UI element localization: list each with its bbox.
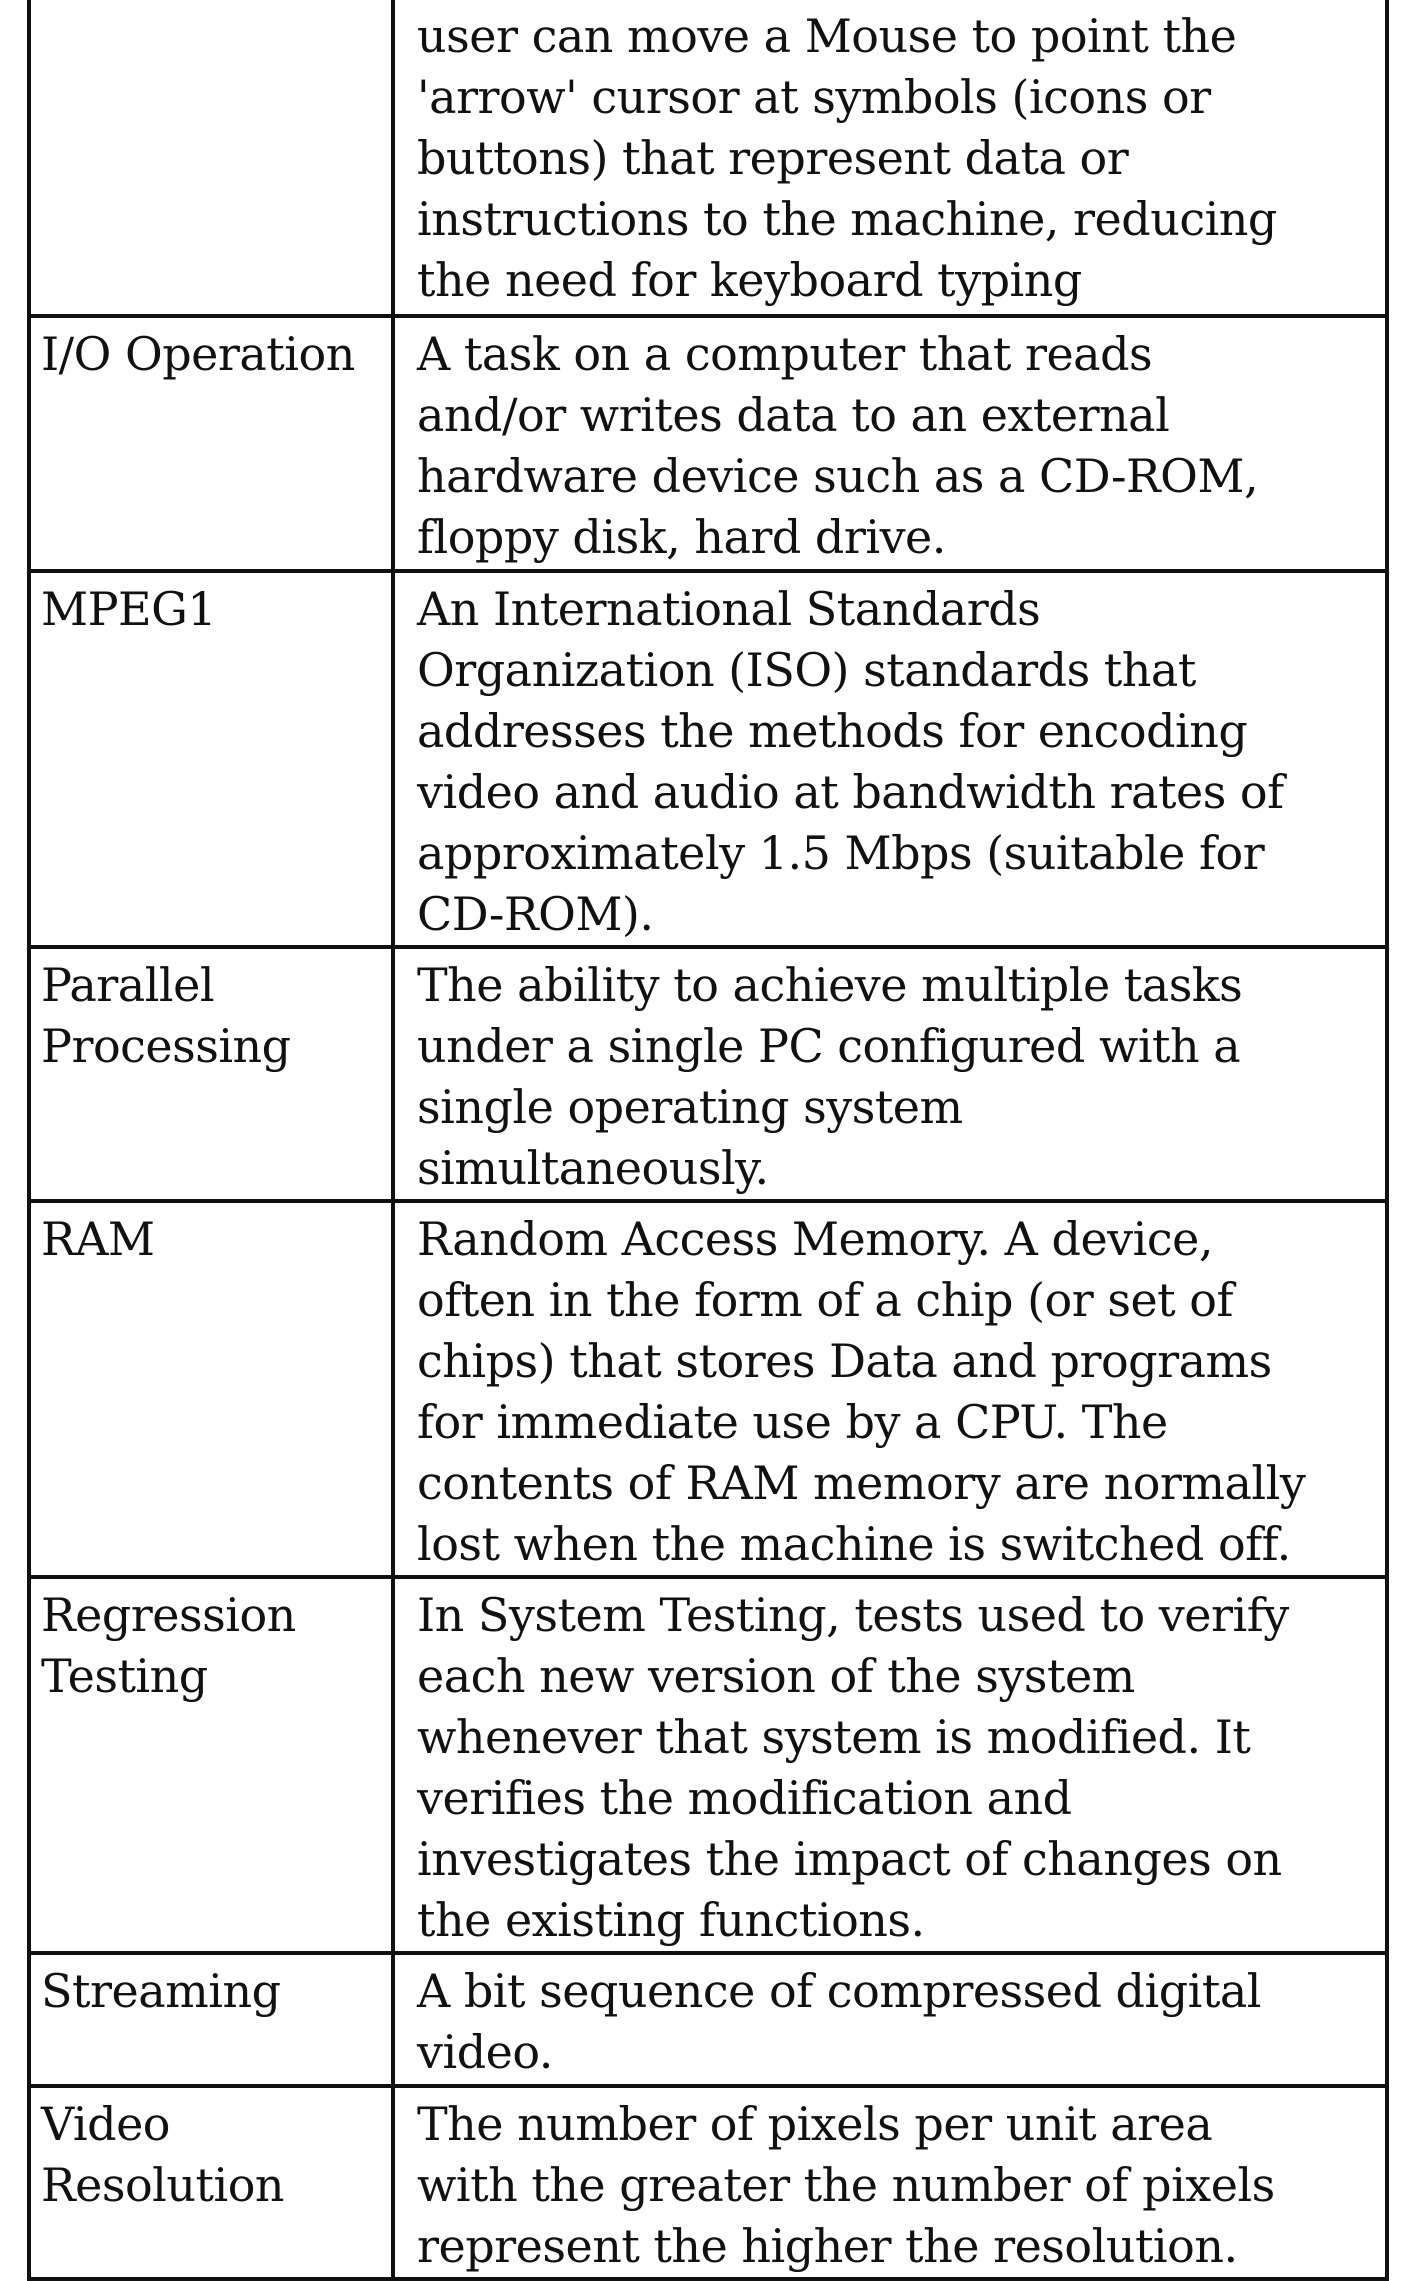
term-text: Video Resolution xyxy=(41,2097,285,2212)
definition-cell xyxy=(393,1577,1387,1953)
definition-text: A bit sequence of compressed digital video. xyxy=(417,1964,1261,2079)
term-cell xyxy=(29,2086,393,2279)
definition-text: In System Testing, tests used to verify each new version of the system whenever that system is modified. It verifies the modification and investigates the impact of changes on the existing functions. xyxy=(417,1588,1289,1947)
definition-cell xyxy=(393,0,1387,316)
term-cell xyxy=(29,0,393,316)
term-text: MPEG1 xyxy=(41,582,217,636)
term-text: Regression Testing xyxy=(41,1588,296,1703)
definition-text: Random Access Memory. A device, often in the form of a chip (or set of chips) that stores Data and programs for immediate use by a CPU. The contents of RAM memory are normally lost when the machine is switched off. xyxy=(417,1212,1306,1571)
table-row xyxy=(29,947,1387,1201)
definition-cell xyxy=(393,947,1387,1201)
term-text xyxy=(31,0,391,6)
table-row xyxy=(29,1953,1387,2086)
table-row xyxy=(29,2086,1387,2279)
term-cell xyxy=(29,316,393,571)
definition-text: user can move a Mouse to point the 'arrow' cursor at symbols (icons or buttons) that represent data or instructions to the machine, reducing the need for keyboard typing xyxy=(417,9,1277,307)
definition-text: The number of pixels per unit area with the greater the number of pixels represent the higher the resolution. xyxy=(417,2097,1275,2273)
definition-text: A task on a computer that reads and/or writes data to an external hardware device such as a CD-ROM, floppy disk, hard drive. xyxy=(417,327,1259,564)
term-cell xyxy=(29,947,393,1201)
table-row xyxy=(29,0,1387,316)
definition-cell xyxy=(393,316,1387,571)
term-cell xyxy=(29,571,393,947)
glossary-table xyxy=(27,0,1389,2281)
term-cell xyxy=(29,1953,393,2086)
term-text: RAM xyxy=(41,1212,155,1266)
definition-text: The ability to achieve multiple tasks under a single PC configured with a single operating system simultaneously. xyxy=(417,958,1243,1195)
definition-cell xyxy=(393,2086,1387,2279)
table-row xyxy=(29,1201,1387,1577)
table-row xyxy=(29,1577,1387,1953)
term-text: Streaming xyxy=(41,1964,281,2018)
term-text: I/O Operation xyxy=(41,327,355,381)
term-cell xyxy=(29,1577,393,1953)
definition-text: An International Standards Organization (ISO) standards that addresses the methods for encoding video and audio at bandwidth rates of approximately 1.5 Mbps (suitable for CD-ROM). xyxy=(417,582,1284,941)
term-text: Parallel Processing xyxy=(41,958,291,1073)
definition-cell xyxy=(393,571,1387,947)
table-row xyxy=(29,571,1387,947)
definition-cell xyxy=(393,1953,1387,2086)
definition-cell xyxy=(393,1201,1387,1577)
term-cell xyxy=(29,1201,393,1577)
table-row xyxy=(29,316,1387,571)
